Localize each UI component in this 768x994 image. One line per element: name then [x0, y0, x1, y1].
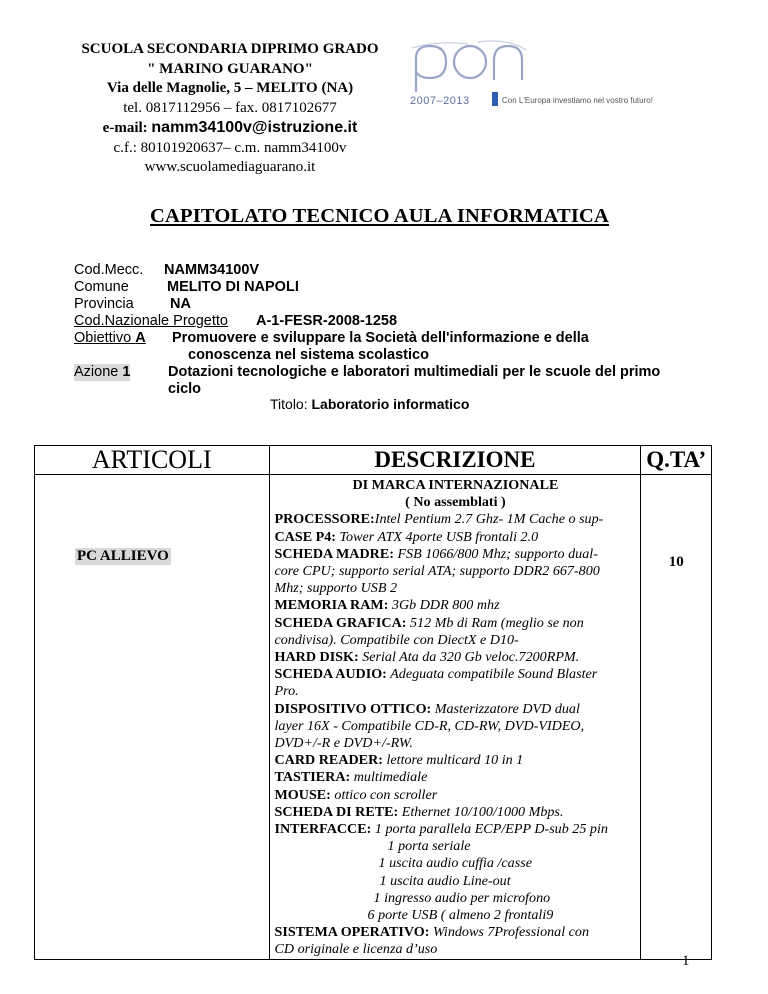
desc-interfaces-4	[275, 873, 637, 890]
desc-audio	[275, 666, 637, 683]
header-articoli: ARTICOLI	[35, 446, 270, 475]
spec-label: SCHEDA GRAFICA:	[274, 614, 407, 631]
email-label: e-mail:	[102, 120, 148, 136]
spec-value: Adeguata compatibile Sound Blaster	[386, 666, 598, 683]
spec-value: 3Gb DDR 800 mhz	[388, 597, 500, 614]
spec-label: TASTIERA:	[274, 769, 351, 786]
spec-label: INTERFACCE:	[274, 821, 372, 838]
spec-value: Windows 7Professional con	[429, 924, 590, 941]
desc-hdd	[275, 649, 637, 666]
desc-gpu-2	[275, 632, 637, 649]
spec-value: Mhz; supporto USB 2	[274, 580, 398, 597]
obiettivo-label-text: Obiettivo	[74, 330, 132, 346]
desc-interfaces	[275, 821, 637, 838]
spec-value: 1 porta parallela ECP/EPP D-sub 25 pin	[371, 821, 608, 838]
spec-value: core CPU; supporto serial ATA; supporto DDR2 667-800	[274, 563, 600, 580]
desc-network	[275, 804, 637, 821]
obiettivo-line2: conoscenza nel sistema scolastico	[188, 347, 429, 363]
desc-optical-3	[275, 735, 637, 752]
page-number: 1	[682, 953, 690, 969]
spec-label: DISPOSITIVO OTTICO:	[274, 700, 432, 717]
desc-motherboard-2	[275, 563, 637, 580]
desc-keyboard	[275, 769, 637, 786]
azione-label-text: Azione	[74, 364, 119, 380]
spec-value: 512 Mb di Ram (meglio se non	[406, 614, 584, 631]
desc-card-reader	[275, 752, 637, 769]
spec-label: CARD READER:	[274, 752, 383, 769]
table-row	[35, 475, 712, 960]
azione-code: 1	[122, 364, 131, 380]
spec-label: HARD DISK:	[274, 649, 359, 666]
titolo-label: Titolo:	[270, 396, 308, 412]
codnaz-value: A-1-FESR-2008-1258	[256, 313, 398, 329]
spec-value: ottico con scroller	[330, 786, 438, 803]
desc-optical-2	[275, 718, 637, 735]
desc-optical	[275, 701, 637, 718]
obiettivo-line1: Promuovere e sviluppare la Società dell'informazione e della	[172, 330, 589, 346]
spec-value: Ethernet 10/100/1000 Mbps.	[398, 803, 564, 820]
cell-description	[269, 475, 641, 960]
school-email[interactable]: namm34100v@istruzione.it	[151, 119, 358, 136]
spec-value: 6 porte USB ( almeno 2 frontali9	[367, 907, 554, 924]
spec-label: SCHEDA DI RETE:	[274, 803, 399, 820]
provincia-label: Provincia	[74, 296, 134, 312]
codmecc-value: NAMM34100V	[164, 262, 260, 278]
spec-value: 1 uscita audio Line-out	[379, 872, 511, 889]
comune-value: MELITO DI NAPOLI	[167, 279, 299, 295]
azione-line2: ciclo	[168, 381, 202, 397]
obiettivo-label	[74, 330, 146, 347]
spec-value: DVD+/-R e DVD+/-RW.	[274, 735, 413, 752]
obiettivo-code: A	[135, 330, 146, 346]
comune-label: Comune	[74, 279, 129, 295]
school-phone: tel. 0817112956 – fax. 0817102677	[123, 99, 337, 116]
logo-years: 2007–2013	[410, 95, 470, 107]
spec-label: CASE P4:	[274, 528, 336, 545]
desc-interfaces-2	[275, 838, 637, 855]
logo-accent-bar	[492, 92, 498, 106]
document-title: CAPITOLATO TECNICO AULA INFORMATICA	[150, 205, 610, 227]
spec-value: layer 16X - Compatibile CD-R, CD-RW, DVD-VIDEO,	[274, 717, 585, 734]
desc-audio-2	[275, 683, 637, 700]
desc-os	[275, 924, 637, 941]
azione-label	[74, 364, 130, 381]
spec-value: 1 porta seriale	[387, 838, 471, 855]
desc-motherboard-3	[275, 580, 637, 597]
spec-label: MOUSE:	[274, 786, 331, 803]
desc-os-2	[275, 941, 637, 958]
spec-label: SISTEMA OPERATIVO:	[274, 924, 430, 941]
cell-qty	[641, 475, 712, 960]
codnaz-label: Cod.Nazionale Progetto	[74, 313, 228, 329]
table-header-row	[35, 446, 712, 475]
spec-value: Serial Ata da 320 Gb veloc.7200RPM.	[358, 649, 580, 666]
spec-value: 1 uscita audio cuffia /casse	[378, 855, 532, 872]
spec-label: SCHEDA AUDIO:	[274, 666, 387, 683]
article-name: PC ALLIEVO	[77, 548, 169, 564]
desc-ram	[275, 597, 637, 614]
spec-value: FSB 1066/800 Mhz; supporto dual-	[393, 545, 598, 562]
desc-interfaces-3	[275, 855, 637, 872]
desc-mouse	[275, 787, 637, 804]
desc-gpu	[275, 615, 637, 632]
spec-value: Tower ATX 4porte USB frontali 2.0	[335, 528, 539, 545]
spec-label: SCHEDA MADRE:	[274, 545, 394, 562]
spec-label: MEMORIA RAM:	[274, 597, 389, 614]
header-descrizione: DESCRIZIONE	[269, 446, 641, 475]
specs-table	[34, 445, 712, 960]
school-website[interactable]: www.scuolamediaguarano.it	[144, 159, 316, 175]
titolo-value: Laboratorio informatico	[311, 396, 470, 412]
header-qta: Q.TA’	[641, 446, 712, 475]
desc-motherboard	[275, 546, 637, 563]
provincia-value: NA	[170, 296, 191, 312]
azione-line1: Dotazioni tecnologiche e laboratori multimediali per le scuole del primo	[168, 364, 661, 380]
school-address: Via delle Magnolie, 5 – MELITO (NA)	[106, 80, 354, 96]
desc-processor	[275, 511, 637, 528]
spec-value: 1 ingresso audio per microfono	[373, 889, 551, 906]
spec-value: Masterizzatore DVD dual	[431, 700, 580, 717]
spec-value: multimediale	[350, 769, 428, 786]
cell-article	[35, 475, 270, 960]
school-fiscal: c.f.: 80101920637– c.m. namm34100v	[113, 139, 347, 156]
desc-brand: DI MARCA INTERNAZIONALE	[352, 477, 559, 493]
logo-motto: Con L'Europa investiamo nel vostro futuro!	[502, 96, 653, 105]
desc-interfaces-5	[275, 890, 637, 907]
spec-value: Intel Pentium 2.7 Ghz- 1M Cache o sup-	[374, 511, 604, 528]
school-email-line	[60, 118, 400, 139]
desc-interfaces-6	[275, 907, 637, 924]
spec-value: condivisa). Compatibile con DiectX e D10-	[274, 631, 519, 648]
titolo-line	[270, 396, 469, 412]
qty-value: 10	[668, 554, 684, 570]
desc-brand2: ( No assemblati )	[405, 494, 506, 511]
spec-value: CD originale e licenza d’uso	[274, 941, 438, 958]
school-name: SCUOLA SECONDARIA DIPRIMO GRADO	[81, 41, 379, 57]
school-header	[60, 40, 400, 178]
spec-label: PROCESSORE:	[274, 511, 375, 528]
desc-case	[275, 529, 637, 546]
spec-value: Pro.	[274, 683, 299, 700]
codmecc-label: Cod.Mecc.	[74, 262, 144, 278]
school-subname: " MARINO GUARANO"	[147, 60, 313, 77]
spec-value: lettore multicard 10 in 1	[382, 752, 524, 769]
